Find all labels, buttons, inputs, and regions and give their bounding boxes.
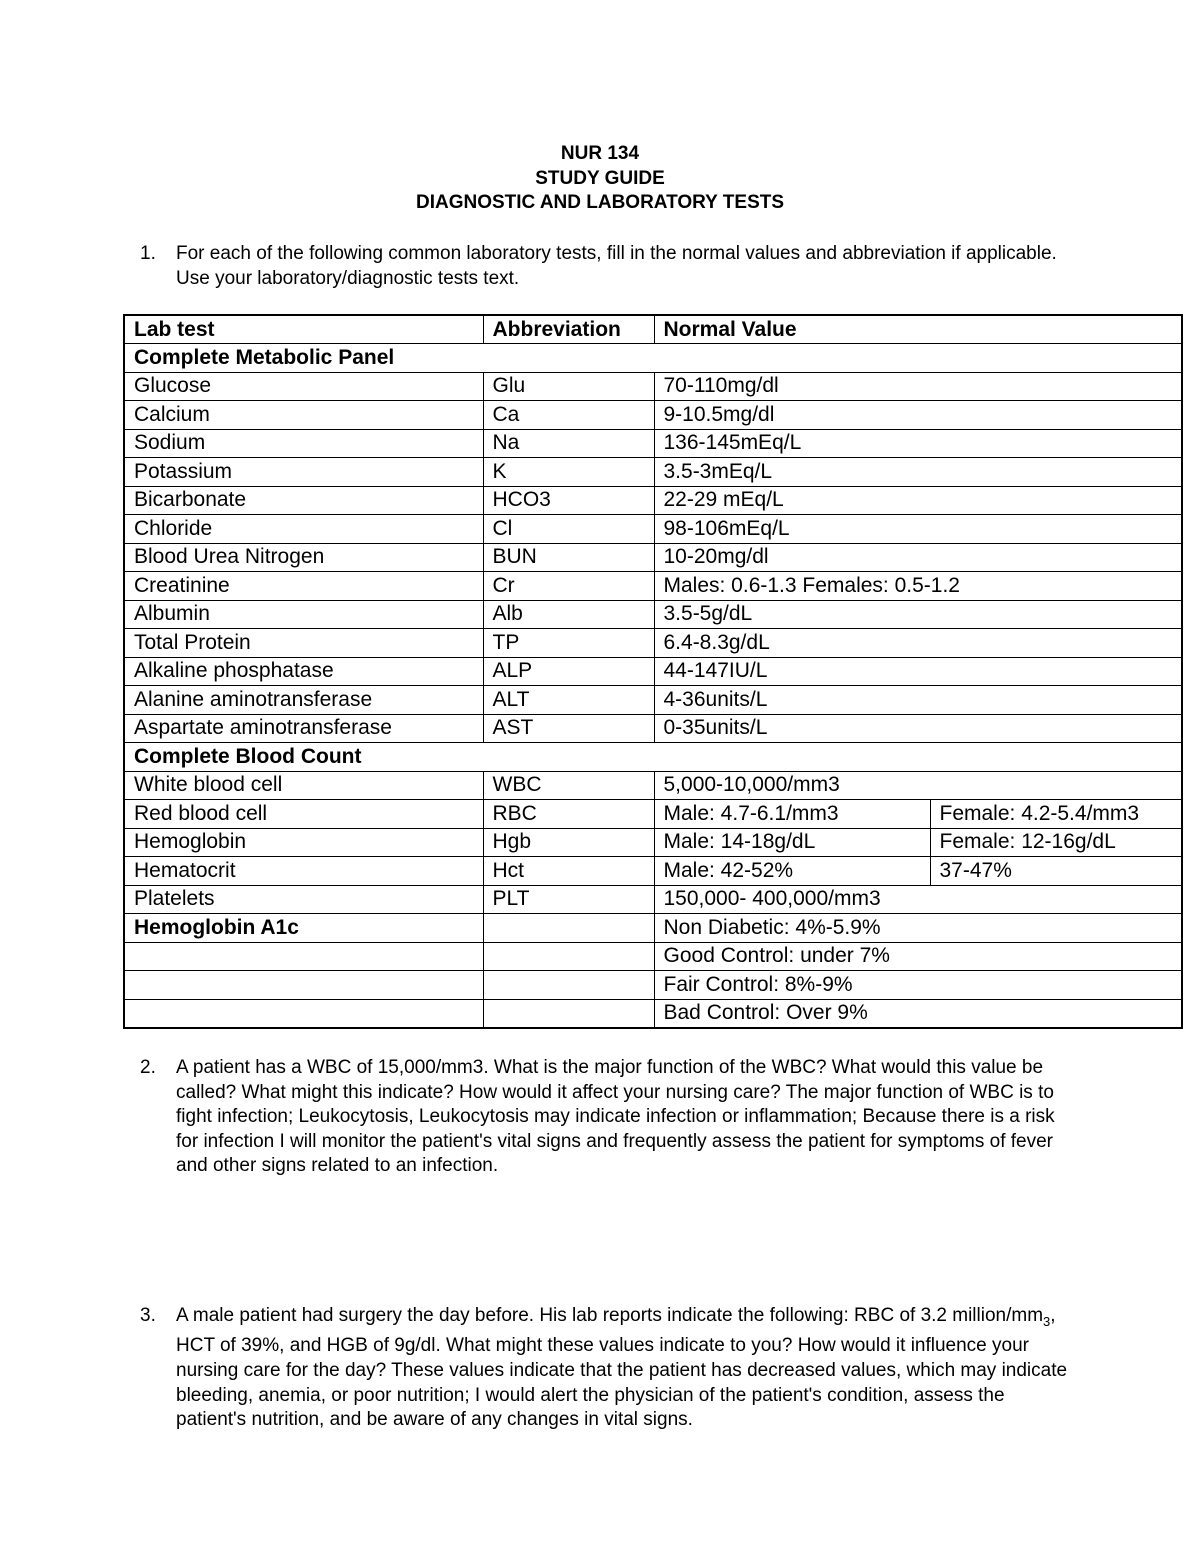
table-row (124, 543, 1182, 572)
lab-test-cell: Blood Urea Nitrogen (124, 543, 483, 572)
normal-value-cell: 150,000- 400,000/mm3 (654, 885, 1182, 914)
abbreviation-cell: BUN (483, 543, 654, 572)
normal-value-cell: 0-35units/L (654, 714, 1182, 743)
normal-value-cell: Non Diabetic: 4%-5.9% (654, 914, 1182, 943)
table-row (124, 686, 1182, 715)
abbreviation-cell: WBC (483, 771, 654, 800)
lab-test-cell: Hematocrit (124, 857, 483, 886)
abbreviation-cell: Na (483, 429, 654, 458)
lab-test-cell: Calcium (124, 401, 483, 430)
lab-test-cell: Hemoglobin (124, 828, 483, 857)
lab-test-cell: Potassium (124, 458, 483, 487)
table-row (124, 600, 1182, 629)
normal-value-cell: 98-106mEq/L (654, 515, 1182, 544)
question-number: 1. (140, 243, 156, 264)
table-row (124, 800, 1182, 829)
table-row (124, 486, 1182, 515)
question-text (176, 1304, 1076, 1433)
table-row (124, 401, 1182, 430)
table-row (124, 458, 1182, 487)
question-text-part-a: A male patient had surgery the day before. His lab reports indicate the following: RBC of 3.2 million/mm (176, 1305, 1044, 1326)
normal-value-cell: 3.5-5g/dL (654, 600, 1182, 629)
table-row (124, 372, 1182, 401)
table-row (124, 885, 1182, 914)
normal-value-cell: 5,000-10,000/mm3 (654, 771, 1182, 800)
question-number: 3. (140, 1305, 156, 1326)
lab-test-cell: Platelets (124, 885, 483, 914)
normal-value-cell: 44-147IU/L (654, 657, 1182, 686)
normal-value-cell: 22-29 mEq/L (654, 486, 1182, 515)
normal-value-cell: 3.5-3mEq/L (654, 458, 1182, 487)
normal-value-female-cell: Female: 4.2-5.4/mm3 (930, 800, 1182, 829)
question-text-part-b: , HCT of 39%, and HGB of 9g/dl. What might these values indicate to you? How would it influence your nursing care for the day? These values indicate that the patient has decreased values, which may indicate bleeding, anemia, or poor nutrition; I would alert the physician of the patient's condition, assess the patient's nutrition, and be aware of any changes in vital signs. (176, 1305, 1068, 1431)
normal-value-cell: Male: 14-18g/dL (654, 828, 930, 857)
normal-value-female-cell: 37-47% (930, 857, 1182, 886)
normal-value-cell: Males: 0.6-1.3 Females: 0.5-1.2 (654, 572, 1182, 601)
abbreviation-cell: ALT (483, 686, 654, 715)
normal-value-cell: Male: 42-52% (654, 857, 930, 886)
section-row-cmp (124, 344, 1182, 373)
section-row-cbc (124, 743, 1182, 772)
lab-test-cell: Alkaline phosphatase (124, 657, 483, 686)
abbreviation-cell: AST (483, 714, 654, 743)
lab-test-cell: Aspartate aminotransferase (124, 714, 483, 743)
empty-cell (483, 971, 654, 1000)
abbreviation-cell: Hct (483, 857, 654, 886)
abbreviation-cell: PLT (483, 885, 654, 914)
question-text: A patient has a WBC of 15,000/mm3. What is the major function of the WBC? What would this value be called? What might this indicate? How would it affect your nursing care? The major function of WBC is to fight infection; Leukocytosis, Leukocytosis may indicate infection or inflammation; Because there is a risk for infection I will monitor the patient's vital signs and frequently assess the patient for symptoms of fever and other signs related to an infection. (176, 1057, 1055, 1177)
header-normal-value: Normal Value (654, 315, 1182, 344)
lab-test-cell: Red blood cell (124, 800, 483, 829)
abbreviation-cell: Ca (483, 401, 654, 430)
lab-test-cell: Sodium (124, 429, 483, 458)
lab-tests-table (123, 314, 1183, 1029)
normal-value-cell: 9-10.5mg/dl (654, 401, 1182, 430)
abbreviation-cell: Alb (483, 600, 654, 629)
normal-value-cell: Fair Control: 8%-9% (654, 971, 1182, 1000)
table-row (124, 971, 1182, 1000)
abbreviation-cell: HCO3 (483, 486, 654, 515)
lab-test-cell: Albumin (124, 600, 483, 629)
empty-cell (483, 914, 654, 943)
empty-cell (124, 999, 483, 1028)
table-row (124, 714, 1182, 743)
abbreviation-cell: Glu (483, 372, 654, 401)
normal-value-cell: 70-110mg/dl (654, 372, 1182, 401)
abbreviation-cell: ALP (483, 657, 654, 686)
abbreviation-cell: TP (483, 629, 654, 658)
abbreviation-cell: Cl (483, 515, 654, 544)
lab-test-cell: Creatinine (124, 572, 483, 601)
normal-value-cell: Good Control: under 7% (654, 942, 1182, 971)
question-text-subscript: 3 (1043, 1313, 1051, 1329)
lab-test-cell: Alanine aminotransferase (124, 686, 483, 715)
table-row (124, 771, 1182, 800)
empty-cell (483, 999, 654, 1028)
lab-test-cell: Hemoglobin A1c (124, 914, 483, 943)
section-title: Complete Metabolic Panel (124, 344, 1182, 373)
table-row (124, 429, 1182, 458)
abbreviation-cell: K (483, 458, 654, 487)
lab-test-cell: Total Protein (124, 629, 483, 658)
normal-value-cell: Male: 4.7-6.1/mm3 (654, 800, 930, 829)
normal-value-cell: 6.4-8.3g/dL (654, 629, 1182, 658)
normal-value-cell: Bad Control: Over 9% (654, 999, 1182, 1028)
table-row (124, 629, 1182, 658)
lab-test-cell: Glucose (124, 372, 483, 401)
table-row (124, 828, 1182, 857)
table-row (124, 857, 1182, 886)
normal-value-cell: 10-20mg/dl (654, 543, 1182, 572)
abbreviation-cell: Cr (483, 572, 654, 601)
table-row (124, 999, 1182, 1028)
table-row (124, 657, 1182, 686)
header-abbreviation: Abbreviation (483, 315, 654, 344)
header-lab-test: Lab test (124, 315, 483, 344)
section-title: Complete Blood Count (124, 743, 1182, 772)
empty-cell (124, 942, 483, 971)
empty-cell (124, 971, 483, 1000)
normal-value-cell: 136-145mEq/L (654, 429, 1182, 458)
table-row (124, 942, 1182, 971)
abbreviation-cell: Hgb (483, 828, 654, 857)
lab-test-cell: White blood cell (124, 771, 483, 800)
doc-title-course: NUR 134 (560, 143, 640, 164)
table-header-row (124, 315, 1182, 344)
doc-title-guide: STUDY GUIDE (535, 168, 665, 189)
normal-value-cell: 4-36units/L (654, 686, 1182, 715)
question-number: 2. (140, 1057, 156, 1078)
lab-test-cell: Chloride (124, 515, 483, 544)
table-row (124, 515, 1182, 544)
table-row (124, 914, 1182, 943)
empty-cell (483, 942, 654, 971)
lab-test-cell: Bicarbonate (124, 486, 483, 515)
normal-value-female-cell: Female: 12-16g/dL (930, 828, 1182, 857)
table-row (124, 572, 1182, 601)
doc-title-topic: DIAGNOSTIC AND LABORATORY TESTS (415, 192, 785, 213)
abbreviation-cell: RBC (483, 800, 654, 829)
question-text: For each of the following common laboratory tests, fill in the normal values and abbreviation if applicable. Use your laboratory/diagnostic tests text. (176, 243, 1057, 289)
